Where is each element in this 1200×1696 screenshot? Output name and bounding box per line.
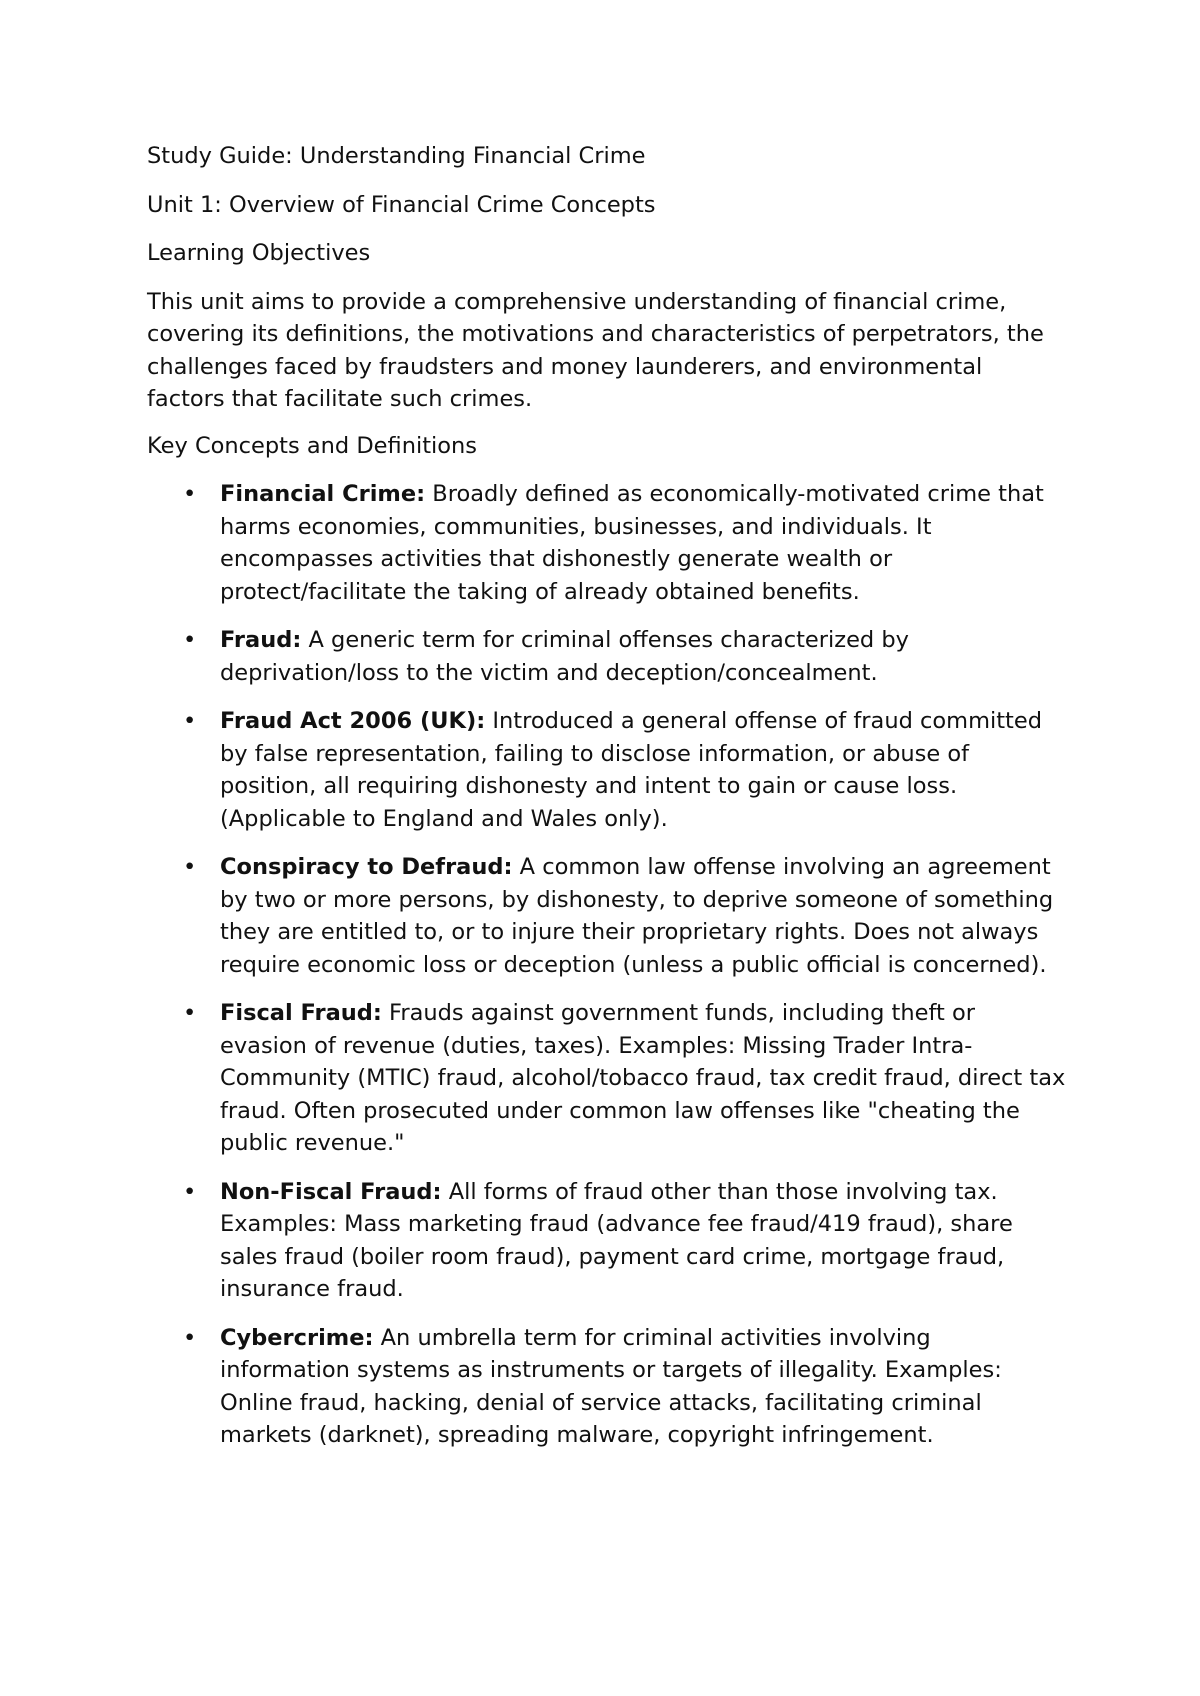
definition-item-fraud [147,624,1067,689]
definition-text: All forms of fraud other than those involving tax. Examples: Mass marketing fraud (advance fee fraud/419 fraud), share sales fraud (boiler room fraud), payment card crime, mortgage fraud, insurance fraud. [220,1178,1013,1302]
bullet-icon: • [183,481,197,507]
definition-term: Fraud: [220,627,302,653]
bullet-icon: • [183,708,197,734]
definition-text: Introduced a general offense of fraud committed by false representation, failing to disclose information, or abuse of position, all requiring dishonesty and intent to gain or cause loss. (Applicable to England and Wales only). [220,708,1043,832]
unit-heading: Unit 1: Overview of Financial Crime Concepts [147,191,656,218]
bullet-icon: • [183,1178,197,1205]
definition-term: Fiscal Fraud: [220,1000,382,1026]
concepts-heading: Key Concepts and Definitions [147,432,478,459]
document-page [147,140,1067,1468]
definition-item-fiscal-fraud [147,997,1067,1160]
definitions-list [147,478,1067,1452]
bullet-icon: • [183,627,197,653]
bullet-icon: • [183,854,197,880]
bullet-icon: • [183,1324,197,1351]
definition-term: Non-Fiscal Fraud: [220,1178,442,1205]
definition-term: Fraud Act 2006 (UK): [220,708,486,734]
bullet-icon: • [183,1000,197,1026]
definition-text: A common law offense involving an agreement by two or more persons, by dishonesty, to deprive someone of something they are entitled to, or to injure their proprietary rights. Does not always require economic loss or deception (unless a public official is concerned). [220,854,1054,978]
definition-item-non-fiscal-fraud [147,1176,1067,1306]
definition-term: Financial Crime: [220,481,426,507]
definition-item-cybercrime [147,1322,1067,1452]
definition-text: An umbrella term for criminal activities involving information systems as instruments or targets of illegality. Examples: Online fraud, hacking, denial of service attacks, facilitating criminal markets (darknet), spreading malware, copyright infringement. [220,1324,1002,1448]
objectives-heading: Learning Objectives [147,240,371,266]
definition-text: A generic term for criminal offenses characterized by deprivation/loss to the victim and deception/concealment. [220,627,909,686]
definition-item-financial-crime [147,478,1067,608]
definition-term: Cybercrime: [220,1324,374,1351]
definition-item-fraud-act [147,705,1067,835]
objectives-paragraph: This unit aims to provide a comprehensive understanding of financial crime, covering its definitions, the motivations and characteristics of perpetrators, the challenges faced by fraudsters and money launderers, and environmental factors that facilitate such crimes. [147,288,1044,412]
definition-text: Frauds against government funds, including theft or evasion of revenue (duties, taxes). Examples: Missing Trader Intra-Community (MTIC) fraud, alcohol/tobacco fraud, tax credit fraud, direct tax fraud. Often prosecuted under common law offenses like "cheating the public revenue." [220,1000,1066,1156]
definition-term: Conspiracy to Defraud: [220,854,513,880]
definition-item-conspiracy [147,851,1067,981]
document-title: Study Guide: Understanding Financial Crime [147,143,646,169]
definition-text: Broadly defined as economically-motivated crime that harms economies, communities, businesses, and individuals. It encompasses activities that dishonestly generate wealth or protect/facilitate the taking of already obtained benefits. [220,481,1044,605]
